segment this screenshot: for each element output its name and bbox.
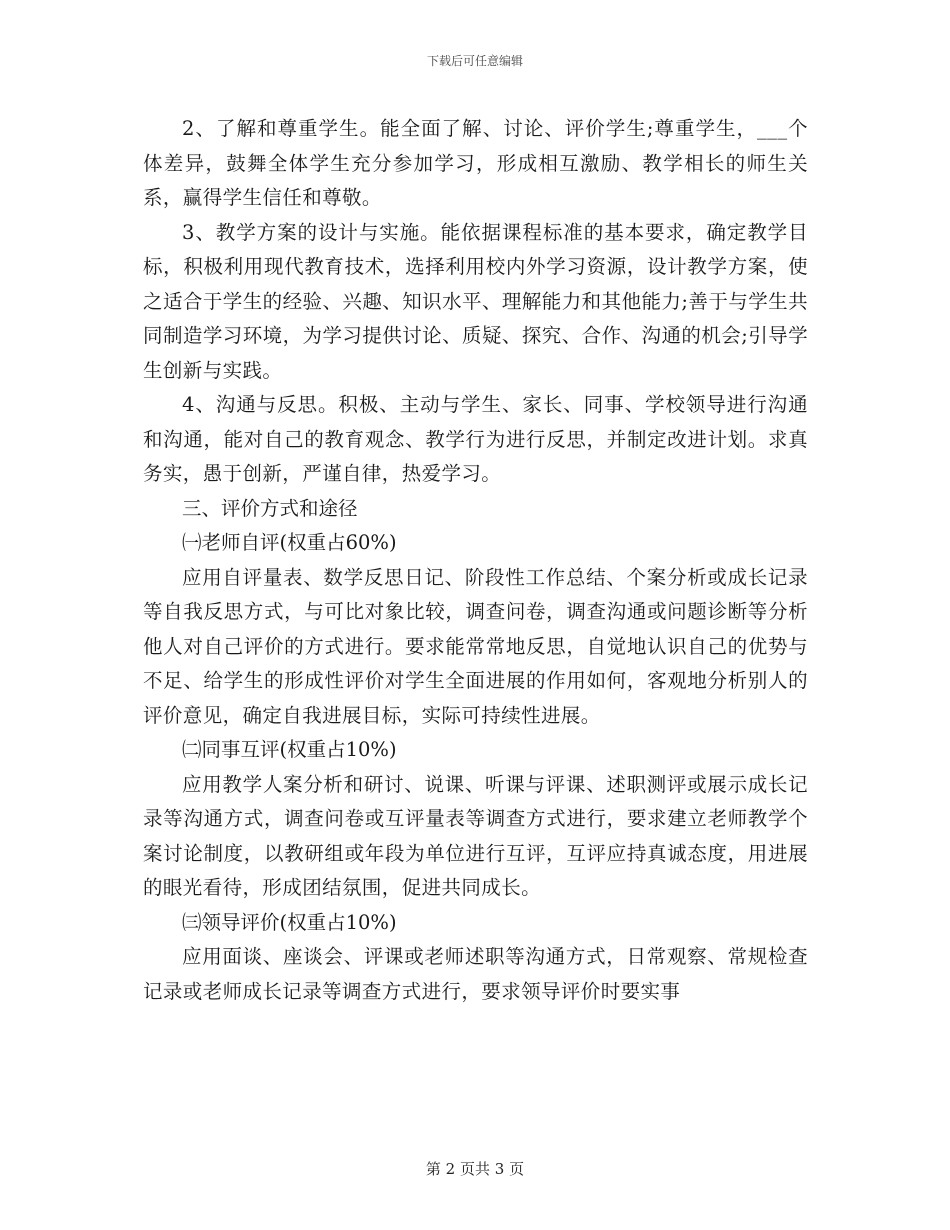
paragraph-understand-students: 2、了解和尊重学生。能全面了解、讨论、评价学生;尊重学生，___个体差异，鼓舞全体学生充分参加学习，形成相互激励、教学相长的师生关系，赢得学生信任和尊敬。 bbox=[143, 117, 808, 209]
paragraph-teaching-plan: 3、教学方案的设计与实施。能依据课程标准的基本要求，确定教学目标，积极利用现代教育技术，选择利用校内外学习资源，设计教学方案，使之适合于学生的经验、兴趣、知识水平、理解能力和其他能力;善于与学生共同制造学习环境，为学习提供讨论、质疑、探究、合作、沟通的机会;引导学生创新与实践。 bbox=[143, 220, 808, 382]
page-footer: 第 2 页共 3 页 bbox=[425, 1160, 525, 1178]
subheading-leader-evaluation: ㈢领导评价(权重占10%) bbox=[182, 910, 397, 934]
paragraph-communication-reflection: 4、沟通与反思。积极、主动与学生、家长、同事、学校领导进行沟通和沟通，能对自己的教育观念、教学行为进行反思，并制定改进计划。求真务实，愚于创新，严谨自律，热爱学习。 bbox=[143, 393, 808, 485]
paragraph-self-evaluation: 应用自评量表、数学反思日记、阶段性工作总结、个案分析或成长记录等自我反思方式，与可比对象比较，调查问卷，调查沟通或问题诊断等分析他人对自己评价的方式进行。要求能常常地反思，自觉地认识自己的优势与不足、给学生的形成性评价对学生全面进展的作用如何，客观地分析别人的评价意见，确定自我进展目标，实际可持续性进展。 bbox=[143, 565, 808, 727]
subheading-teacher-self-evaluation: ㈠老师自评(权重占60%) bbox=[182, 531, 397, 554]
subheading-peer-evaluation: ㈡同事互评(权重占10%) bbox=[182, 738, 397, 761]
document-body bbox=[143, 112, 808, 1009]
section-heading-evaluation-methods: 三、评价方式和途径 bbox=[182, 496, 358, 520]
page-header: 下载后可任意编辑 bbox=[426, 54, 523, 68]
paragraph-leader-evaluation: 应用面谈、座谈会、评课或老师述职等沟通方式，日常观察、常规检查记录或老师成长记录等调查方式进行，要求领导评价时要实事 bbox=[143, 945, 808, 1003]
paragraph-peer-evaluation: 应用教学人案分析和研讨、说课、听课与评课、述职测评或展示成长记录等沟通方式，调查问卷或互评量表等调查方式进行，要求建立老师教学个案讨论制度，以教研组或年段为单位进行互评，互评应持真诚态度，用进展的眼光看待，形成团结氛围，促进共同成长。 bbox=[143, 772, 808, 899]
